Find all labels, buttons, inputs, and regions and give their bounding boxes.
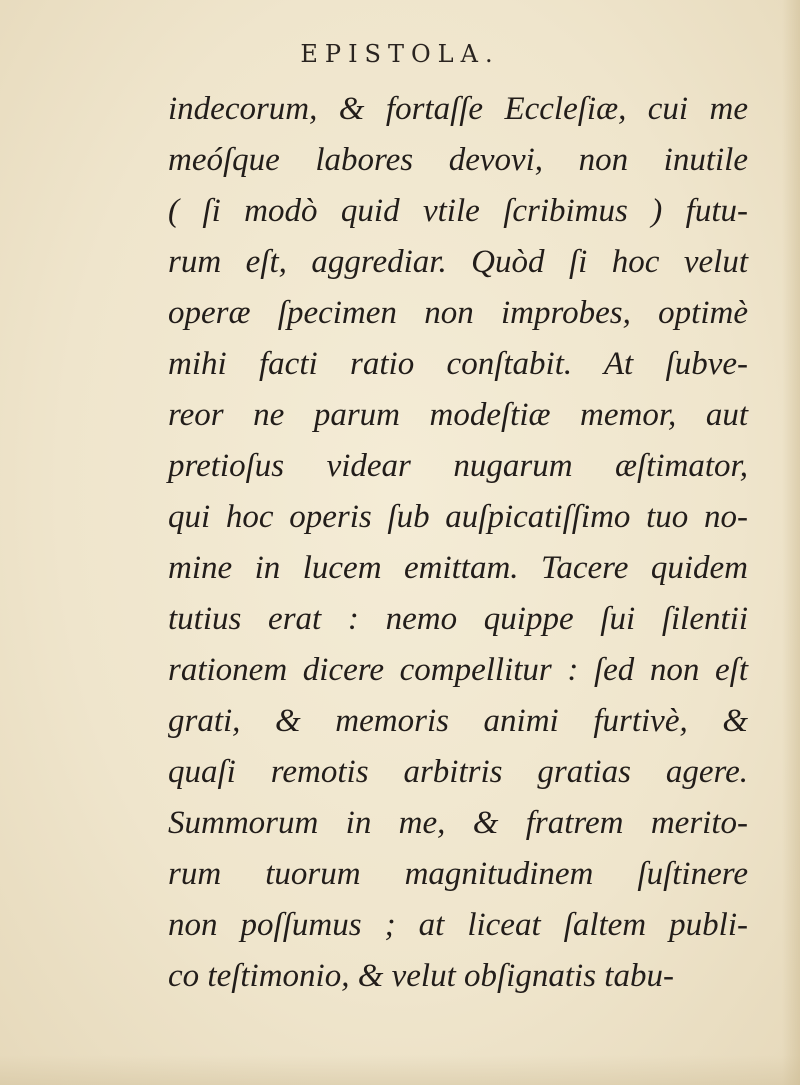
text-line: operæ ſpecimen non improbes, optimè <box>168 295 748 331</box>
text-line: rum tuorum magnitudinem ſuſtinere <box>168 856 748 892</box>
text-line: rationem dicere compellitur : ſed non eſt <box>168 652 748 688</box>
text-line: mine in lucem emittam. Tacere quidem <box>168 550 748 586</box>
text-line: reor ne parum modeſtiæ memor, aut <box>168 397 748 433</box>
text-line: non poſſumus ; at liceat ſaltem publi- <box>168 907 748 943</box>
text-line: co teſtimonio, & velut obſignatis tabu- <box>168 958 674 994</box>
text-line: qui hoc operis ſub auſpicatiſſimo tuo no- <box>168 499 748 535</box>
text-line: Summorum in me, & fratrem merito- <box>168 805 748 841</box>
body-text <box>168 84 748 1002</box>
text-line: quaſi remotis arbitris gratias agere. <box>168 754 748 790</box>
text-line: mihi facti ratio conſtabit. At ſubve- <box>168 346 748 382</box>
text-line: tutius erat : nemo quippe ſui ſilentii <box>168 601 748 637</box>
text-line: rum eſt, aggrediar. Quòd ſi hoc velut <box>168 244 748 280</box>
page-edge-shadow <box>782 0 800 1085</box>
text-line: pretioſus videar nugarum æſtimator, <box>168 448 748 484</box>
running-header: EPISTOLA. <box>300 40 500 68</box>
page-bottom-shadow <box>0 1055 800 1085</box>
text-line: meóſque labores devovi, non inutile <box>168 142 748 178</box>
text-line: indecorum, & fortaſſe Eccleſiæ, cui me <box>168 91 748 127</box>
text-line: grati, & memoris animi furtivè, & <box>168 703 748 739</box>
text-line: ( ſi modò quid vtile ſcribimus ) futu- <box>168 193 748 229</box>
